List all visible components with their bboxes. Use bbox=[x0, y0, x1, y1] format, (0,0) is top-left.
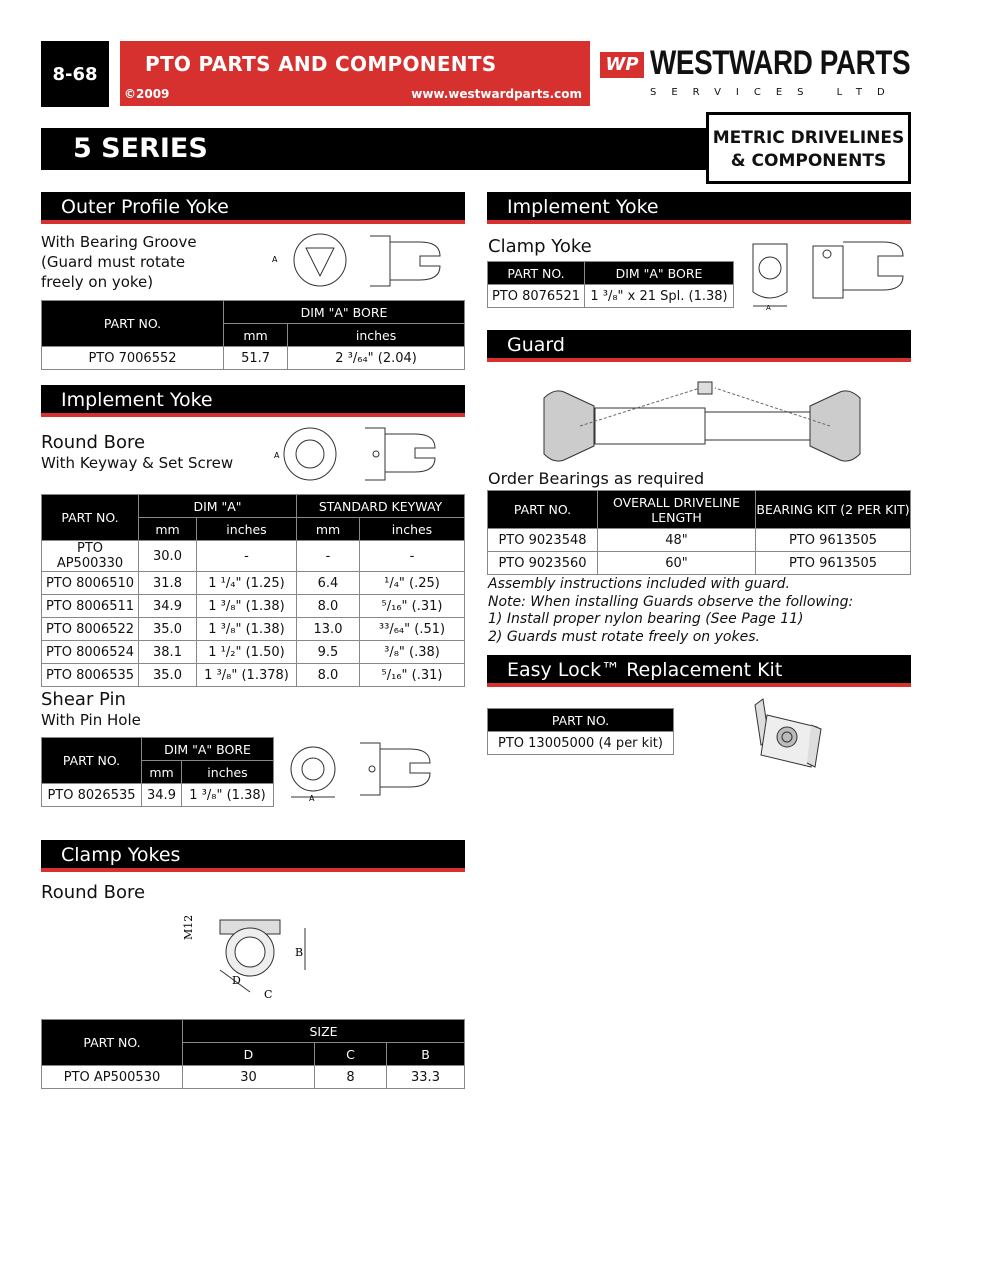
guard-table bbox=[487, 490, 911, 575]
table-row bbox=[42, 664, 465, 687]
clamp-yoke-heading: Clamp Yoke bbox=[488, 236, 592, 257]
section-outer-profile-yoke: Outer Profile Yoke bbox=[41, 192, 465, 224]
page-number: 8-68 bbox=[41, 41, 109, 107]
desc-line: freely on yoke) bbox=[41, 273, 154, 291]
section-easy-lock: Easy Lock™ Replacement Kit bbox=[487, 655, 911, 687]
part-no: PTO 9023548 bbox=[488, 529, 598, 552]
col-key-mm: mm bbox=[297, 518, 360, 541]
length: 48" bbox=[598, 529, 756, 552]
copyright: ©2009 bbox=[124, 87, 170, 101]
subheading-desc: With Keyway & Set Screw bbox=[41, 454, 234, 472]
keyway-mm: - bbox=[297, 541, 360, 572]
col-part-no: PART NO. bbox=[42, 738, 142, 784]
length: 60" bbox=[598, 552, 756, 575]
label-c: C bbox=[264, 988, 273, 1001]
col-mm: mm bbox=[139, 518, 197, 541]
table-row bbox=[488, 285, 734, 308]
label-b: B bbox=[295, 946, 304, 959]
dim-label: A bbox=[272, 255, 278, 264]
mm: 51.7 bbox=[224, 347, 288, 370]
table-row bbox=[488, 732, 674, 755]
metric-box bbox=[706, 112, 911, 184]
note-line: Assembly instructions included with guard. bbox=[488, 576, 791, 592]
col-size: SIZE bbox=[183, 1020, 465, 1043]
website-link[interactable]: www.westwardparts.com bbox=[411, 87, 582, 101]
subheading: Round Bore bbox=[41, 432, 146, 453]
section-implement-yoke-right: Implement Yoke bbox=[487, 192, 911, 224]
header-title: PTO PARTS AND COMPONENTS bbox=[145, 52, 497, 76]
outer-profile-table bbox=[41, 300, 465, 370]
section-guard: Guard bbox=[487, 330, 911, 362]
col-c: C bbox=[315, 1043, 387, 1066]
mm: 34.9 bbox=[142, 784, 182, 807]
mm: 31.8 bbox=[139, 572, 197, 595]
table-row bbox=[42, 347, 465, 370]
table-row bbox=[42, 641, 465, 664]
mm: 35.0 bbox=[139, 618, 197, 641]
note-line: 2) Guards must rotate freely on yokes. bbox=[488, 628, 760, 645]
label-m12: M12 bbox=[182, 914, 195, 940]
shear-pin-desc: With Pin Hole bbox=[41, 711, 141, 729]
col-inches: inches bbox=[182, 761, 274, 784]
inches: 2 ³/₆₄" (2.04) bbox=[288, 347, 465, 370]
d: 30 bbox=[183, 1066, 315, 1089]
inches: 1 ¹/₂" (1.50) bbox=[197, 641, 297, 664]
col-mm: mm bbox=[142, 761, 182, 784]
table-row bbox=[42, 784, 274, 807]
table-row bbox=[488, 529, 911, 552]
keyway-inches: ⁵/₁₆" (.31) bbox=[360, 595, 465, 618]
easy-lock-drawing bbox=[745, 695, 830, 773]
mm: 34.9 bbox=[139, 595, 197, 618]
table-row bbox=[42, 541, 465, 572]
keyway-inches: - bbox=[360, 541, 465, 572]
inches: 1 ³/₈" (1.38) bbox=[197, 618, 297, 641]
col-b: B bbox=[387, 1043, 465, 1066]
desc-line: With Bearing Groove bbox=[41, 233, 197, 251]
keyway-mm: 8.0 bbox=[297, 664, 360, 687]
keyway-mm: 8.0 bbox=[297, 595, 360, 618]
implement-yoke-table bbox=[41, 494, 465, 687]
shear-pin-heading: Shear Pin bbox=[41, 689, 126, 710]
col-dim: DIM "A" BORE bbox=[142, 738, 274, 761]
col-part-no: PART NO. bbox=[42, 495, 139, 541]
part-no: PTO 8006522 bbox=[42, 618, 139, 641]
col-key-inches: inches bbox=[360, 518, 465, 541]
guard-notes bbox=[488, 576, 853, 646]
col-dim: DIM "A" BORE bbox=[224, 301, 465, 324]
logo-name: WESTWARD PARTS bbox=[650, 44, 911, 82]
label-d: D bbox=[232, 974, 241, 987]
note-line: 1) Install proper nylon bearing (See Page 11) bbox=[488, 611, 804, 627]
outer-profile-desc bbox=[41, 232, 197, 292]
metric-line2: & COMPONENTS bbox=[730, 151, 887, 171]
part-no: PTO 8006524 bbox=[42, 641, 139, 664]
mm: 35.0 bbox=[139, 664, 197, 687]
dim-label: A bbox=[766, 304, 771, 312]
dim: 1 ³/₈" x 21 Spl. (1.38) bbox=[585, 285, 734, 308]
keyway-inches: ⁵/₁₆" (.31) bbox=[360, 664, 465, 687]
col-part-no: PART NO. bbox=[42, 301, 224, 347]
keyway-inches: ³³/₆₄" (.51) bbox=[360, 618, 465, 641]
keyway-inches: ³/₈" (.38) bbox=[360, 641, 465, 664]
col-part-no: PART NO. bbox=[42, 1020, 183, 1066]
keyway-mm: 13.0 bbox=[297, 618, 360, 641]
keyway-mm: 9.5 bbox=[297, 641, 360, 664]
part-no: PTO 8026535 bbox=[42, 784, 142, 807]
col-inches: inches bbox=[288, 324, 465, 347]
col-dim: DIM "A" bbox=[139, 495, 297, 518]
col-length: OVERALL DRIVELINE LENGTH bbox=[598, 491, 756, 529]
order-bearings: Order Bearings as required bbox=[488, 469, 705, 488]
implement-yoke-drawing bbox=[270, 420, 460, 490]
outer-profile-yoke-drawing bbox=[270, 228, 460, 294]
col-part-no: PART NO. bbox=[488, 262, 585, 285]
part-no: PTO AP500530 bbox=[42, 1066, 183, 1089]
part-no: PTO 8006535 bbox=[42, 664, 139, 687]
metric-line1: METRIC DRIVELINES bbox=[712, 128, 905, 148]
note-line: Note: When installing Guards observe the following: bbox=[488, 593, 854, 610]
col-part-no: PART NO. bbox=[488, 709, 674, 732]
col-d: D bbox=[183, 1043, 315, 1066]
table-row bbox=[488, 552, 911, 575]
clamp-yokes-table bbox=[41, 1019, 465, 1089]
clamp-round-bore: Round Bore bbox=[41, 882, 146, 903]
series-title: 5 SERIES bbox=[41, 128, 706, 170]
table-row bbox=[42, 572, 465, 595]
col-dim: DIM "A" BORE bbox=[585, 262, 734, 285]
part-no: PTO 8006510 bbox=[42, 572, 139, 595]
col-inches: inches bbox=[197, 518, 297, 541]
part-no: PTO AP500330 bbox=[42, 541, 139, 572]
keyway-mm: 6.4 bbox=[297, 572, 360, 595]
shear-pin-yoke-drawing bbox=[285, 735, 450, 805]
shear-pin-table bbox=[41, 737, 274, 807]
table-row bbox=[42, 595, 465, 618]
header-bar bbox=[120, 41, 590, 106]
part-no: PTO 8076521 bbox=[488, 285, 585, 308]
section-clamp-yokes: Clamp Yokes bbox=[41, 840, 465, 872]
mm: 38.1 bbox=[139, 641, 197, 664]
table-row bbox=[42, 1066, 465, 1089]
section-implement-yoke: Implement Yoke bbox=[41, 385, 465, 417]
bearing-kit: PTO 9613505 bbox=[756, 529, 911, 552]
clamp-yoke-drawing bbox=[745, 232, 910, 312]
clamp-yoke-drawing bbox=[180, 910, 320, 1005]
logo bbox=[598, 44, 912, 104]
inches: 1 ³/₈" (1.38) bbox=[182, 784, 274, 807]
bearing-kit: PTO 9613505 bbox=[756, 552, 911, 575]
inches: 1 ¹/₄" (1.25) bbox=[197, 572, 297, 595]
part-no: PTO 9023560 bbox=[488, 552, 598, 575]
inches: - bbox=[197, 541, 297, 572]
guard-drawing bbox=[540, 378, 870, 473]
table-row bbox=[42, 618, 465, 641]
mm: 30.0 bbox=[139, 541, 197, 572]
dim-label: A bbox=[309, 794, 315, 803]
clamp-yoke-table bbox=[487, 261, 734, 308]
part-no: PTO 7006552 bbox=[42, 347, 224, 370]
inches: 1 ³/₈" (1.378) bbox=[197, 664, 297, 687]
logo-sub: SERVICES LTD bbox=[650, 87, 900, 98]
logo-badge: WP bbox=[600, 52, 644, 78]
desc-line: (Guard must rotate bbox=[41, 253, 186, 271]
col-part-no: PART NO. bbox=[488, 491, 598, 529]
part-no: PTO 8006511 bbox=[42, 595, 139, 618]
c: 8 bbox=[315, 1066, 387, 1089]
part-no: PTO 13005000 (4 per kit) bbox=[488, 732, 674, 755]
inches: 1 ³/₈" (1.38) bbox=[197, 595, 297, 618]
col-bearing-kit: BEARING KIT (2 PER KIT) bbox=[756, 491, 911, 529]
dim-label: A bbox=[274, 451, 280, 460]
b: 33.3 bbox=[387, 1066, 465, 1089]
col-keyway: STANDARD KEYWAY bbox=[297, 495, 465, 518]
keyway-inches: ¹/₄" (.25) bbox=[360, 572, 465, 595]
easy-lock-table bbox=[487, 708, 674, 755]
col-mm: mm bbox=[224, 324, 288, 347]
